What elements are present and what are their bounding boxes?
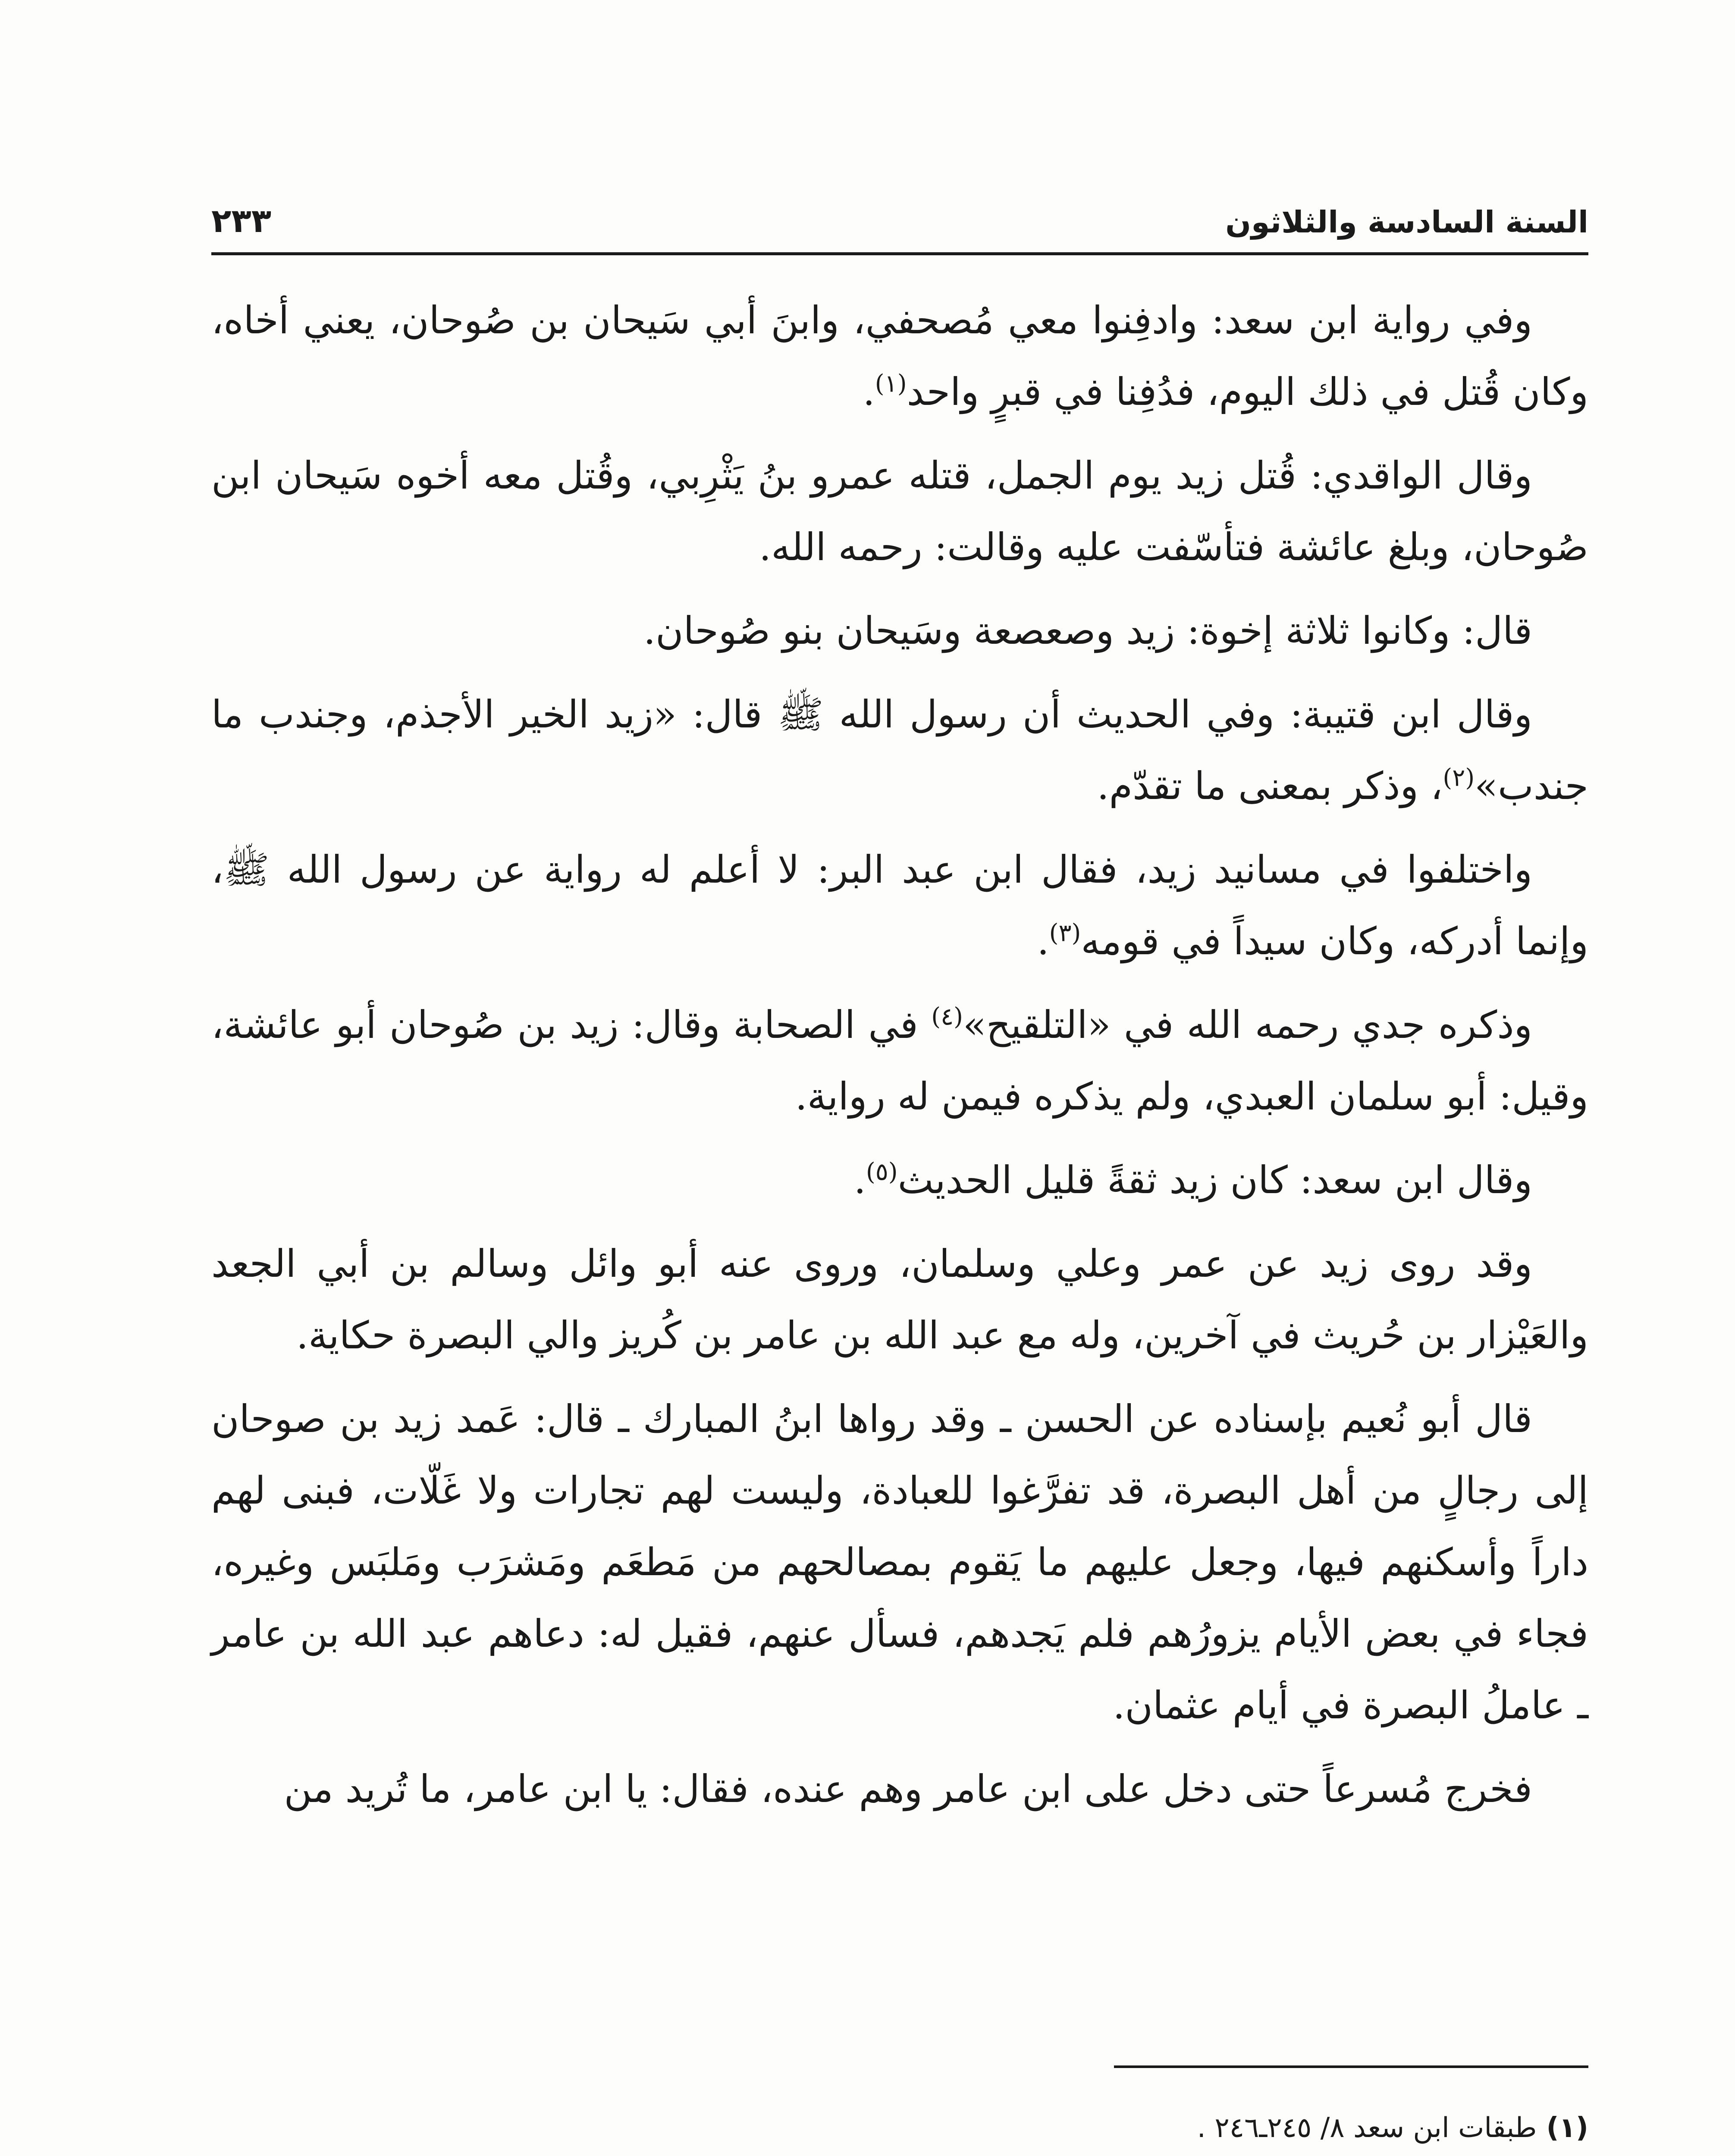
page-header — [211, 172, 1588, 240]
paragraph-text: وقال ابن سعد: كان زيد ثقةً قليل الحديث — [897, 1158, 1532, 1202]
paragraph-text: واختلفوا في مسانيد زيد، فقال ابن عبد البر: لا أعلم له رواية عن رسول الله ﷺ، وإنما أدركه، وكان سيداً في قومه — [211, 847, 1588, 963]
paragraph-tail: . — [1037, 919, 1049, 963]
paragraph-tail: ، وذكر بمعنى ما تقدّم. — [1097, 764, 1443, 808]
paragraph — [211, 285, 1588, 428]
paragraph-tail: . — [863, 370, 875, 414]
paragraph — [211, 1383, 1588, 1741]
paragraph — [211, 989, 1588, 1132]
paragraph-text: قال أبو نُعيم بإسناده عن الحسن ـ وقد رواها ابنُ المبارك ـ قال: عَمد زيد بن صوحان إلى رجالٍ من أهل البصرة، قد تفرَّغوا للعبادة، وليست لهم تجارات ولا غَلّات، فبنى لهم داراً وأسكنهم فيها، وجعل عليهم ما يَقوم بمصالحهم من مَطعَم ومَشرَب ومَلبَس وغيره، فجاء في بعض الأيام يزورُهم فلم يَجدهم، فسأل عنهم، فقيل له: دعاهم عبد الله بن عامر ـ عاملُ البصرة في أيام عثمان. — [211, 1397, 1589, 1727]
paragraph-text: فخرج مُسرعاً حتى دخل على ابن عامر وهم عنده، فقال: يا ابن عامر، ما تُريد من — [284, 1767, 1532, 1811]
footnote-text: طبقات ابن سعد ٨/ ٢٤٥ـ٢٤٦ . — [1197, 2112, 1537, 2144]
paragraph-text: وذكره جدي رحمه الله في «التلقيح» — [963, 1003, 1533, 1047]
page-number: ٢٣٣ — [211, 201, 272, 240]
footnote — [776, 2096, 1588, 2156]
paragraph — [211, 1753, 1588, 1825]
footnote-marker: (٢) — [1443, 764, 1475, 792]
paragraph — [211, 834, 1588, 977]
paragraph — [211, 440, 1588, 583]
footnote-marker: (١) — [875, 370, 907, 398]
paragraph-text: وقال ابن قتيبة: وفي الحديث أن رسول الله ﷺ قال: «زيد الخير الأجذم، وجندب ما جندب» — [211, 692, 1588, 808]
main-text — [211, 285, 1588, 1837]
paragraph — [211, 595, 1588, 667]
running-title: السنة السادسة والثلاثون — [1225, 204, 1588, 240]
paragraph-text: وقال الواقدي: قُتل زيد يوم الجمل، قتله عمرو بنُ يَثْرِبي، وقُتل معه أخوه سَيحان ابن صُوحان، وبلغ عائشة فتأسّفت عليه وقالت: رحمه الله. — [211, 453, 1588, 569]
footnote-divider — [1114, 2065, 1588, 2068]
header-divider — [211, 252, 1588, 255]
paragraph-tail: في الصحابة وقال: زيد بن صُوحان أبو عائشة، وقيل: أبو سلمان العبدي، ولم يذكره فيمن له رواية. — [211, 1003, 1588, 1119]
footnotes — [776, 2096, 1588, 2156]
footnote-marker: (٤) — [931, 1003, 963, 1031]
paragraph — [211, 679, 1588, 822]
footnote-number: (١) — [1546, 2112, 1588, 2144]
paragraph-tail: . — [853, 1158, 866, 1202]
paragraph — [211, 1144, 1588, 1216]
paragraph-text: وفي رواية ابن سعد: وادفِنوا معي مُصحفي، وابنَ أبي سَيحان بن صُوحان، يعني أخاه، وكان قُتل في ذلك اليوم، فدُفِنا في قبرٍ واحد — [211, 298, 1588, 414]
paragraph-text: وقد روى زيد عن عمر وعلي وسلمان، وروى عنه أبو وائل وسالم بن أبي الجعد والعَيْزار بن حُريث في آخرين، وله مع عبد الله بن عامر بن كُريز والي البصرة حكاية. — [211, 1241, 1588, 1357]
paragraph-text: قال: وكانوا ثلاثة إخوة: زيد وصعصعة وسَيحان بنو صُوحان. — [643, 608, 1532, 653]
paragraph — [211, 1228, 1588, 1371]
footnote-marker: (٥) — [866, 1158, 898, 1186]
footnote-marker: (٣) — [1049, 919, 1081, 947]
